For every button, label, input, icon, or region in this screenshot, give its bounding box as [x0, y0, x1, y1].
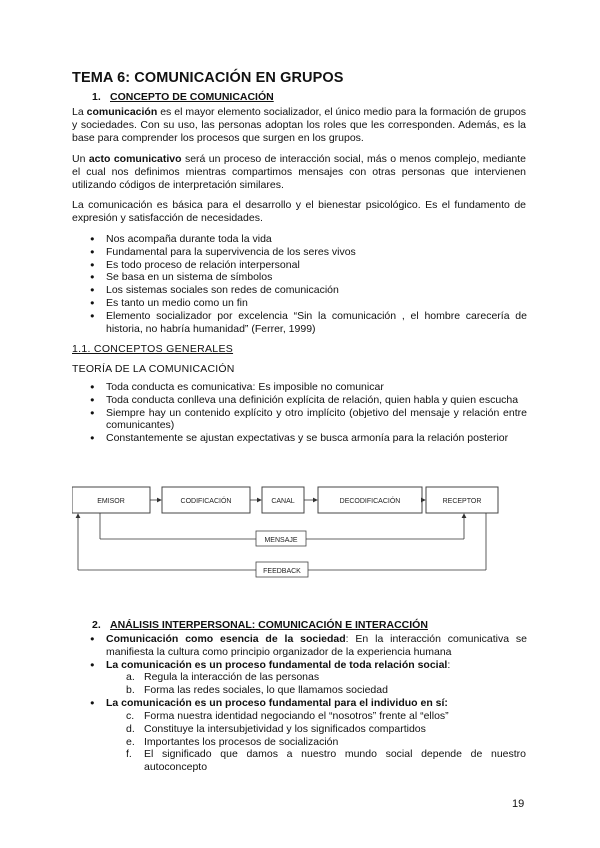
sub-list-item	[126, 671, 526, 684]
list-item: ● Fundamental para la supervivencia de los seres vivos	[90, 246, 527, 259]
list-item: ● Es todo proceso de relación interpersonal	[90, 259, 527, 272]
section-2-number: 2.	[92, 619, 101, 631]
list-item: ● Constantemente se ajustan expectativas y se busca armonía para la relación posterior	[90, 432, 527, 445]
sub-letter: b.	[126, 683, 135, 696]
paragraph-acto-comunicativo	[72, 153, 526, 192]
item3-bold: La comunicación es un proceso fundamental para el individuo en sí:	[106, 697, 448, 709]
para1-post: es el mayor elemento socializador, el único medio para la formación de grupos y sociedades. Con su uso, las personas adoptan los roles que les corresponden. Además, es la base para comprender los procesos que surgen en los grupos.	[72, 106, 526, 144]
label-codificacion: CODIFICACIÓN	[180, 498, 232, 505]
section-2-title: ANÁLISIS INTERPERSONAL: COMUNICACIÓN E INTERACCIÓN	[110, 619, 428, 631]
communication-diagram	[72, 485, 532, 581]
sub-list-item	[126, 748, 526, 774]
section-1-bullet-list	[90, 233, 527, 335]
list-item: ● Se basa en un sistema de símbolos	[90, 271, 527, 284]
sub-text: Constituye la intersubjetividad y los significados compartidos	[144, 722, 426, 735]
list-item: ● Toda conducta es comunicativa: Es imposible no comunicar	[90, 381, 527, 394]
sub-letter: e.	[126, 735, 135, 748]
list-item: ● Es tanto un medio como un fin	[90, 297, 527, 310]
sub-list-item	[126, 736, 526, 749]
paragraph-comunicacion	[72, 106, 526, 145]
list-item: ● Toda conducta conlleva una definición explícita de relación, quien habla y quien escucha	[90, 394, 527, 407]
para1-pre: La	[72, 106, 87, 118]
sub-list-item	[126, 684, 526, 697]
sub-list-item	[126, 710, 526, 723]
sub-letter: f.	[126, 748, 132, 761]
item2-rest: :	[447, 658, 451, 671]
label-feedback: FEEDBACK	[263, 568, 301, 575]
label-mensaje: MENSAJE	[264, 537, 298, 544]
item3-sublist	[126, 710, 526, 774]
sub-letter: d.	[126, 722, 135, 735]
item2-sublist	[126, 671, 526, 697]
section-1-1-bullet-list	[90, 381, 527, 445]
label-receptor: RECEPTOR	[442, 498, 482, 505]
list-item: ● Nos acompaña durante toda la vida	[90, 233, 527, 246]
item2-bold: La comunicación es un proceso fundamental de toda relación social	[106, 658, 448, 671]
section-1-title: CONCEPTO DE COMUNICACIÓN	[110, 91, 274, 103]
list-item: ● Elemento socializador por excelencia “Sin la comunicación , el hombre carecería de historia, no habría humanidad” (Ferrer, 1999)	[90, 310, 527, 336]
para2-bold: acto comunicativo	[88, 153, 182, 165]
list-item	[90, 697, 527, 710]
list-item: ● Siempre hay un contenido explícito y otro implícito (objetivo del mensaje y relación entre comunicantes)	[90, 407, 527, 433]
list-item: ● Los sistemas sociales son redes de comunicación	[90, 284, 527, 297]
section-2-heading	[92, 619, 428, 631]
section-1-heading	[92, 91, 274, 103]
sub-letter: a.	[126, 671, 135, 683]
page-title: TEMA 6: COMUNICACIÓN EN GRUPOS	[72, 70, 344, 86]
label-decodificacion: DECODIFICACIÓN	[339, 498, 401, 505]
section-2-list	[90, 633, 527, 671]
para2-pre: Un	[72, 153, 89, 165]
teoria-subheading: TEORÍA DE LA COMUNICACIÓN	[72, 363, 235, 375]
para2-post: será un proceso de interacción social, más o menos complejo, mediante el cual nos definimos mientras compartimos mensajes con otras personas que intervienen utilizando códigos de interpretación similares.	[72, 153, 527, 191]
item1-rest: : En la interacción comunicativa se manifiesta la cultura como principio organizador de la experiencia humana	[106, 633, 527, 658]
sub-list-item	[126, 723, 526, 736]
sub-text: Forma las redes sociales, lo que llamamos sociedad	[144, 683, 388, 696]
sub-text: Importantes los procesos de socialización	[144, 735, 339, 748]
sub-text: Forma nuestra identidad negociando el “nosotros” frente al “ellos”	[144, 710, 449, 722]
label-canal: CANAL	[271, 498, 295, 505]
sub-text: El significado que damos a nuestro mundo social depende de nuestro autoconcepto	[144, 748, 526, 774]
section-1-number: 1.	[92, 91, 101, 103]
sub-letter: c.	[126, 710, 135, 722]
list-item	[90, 659, 527, 672]
page-number: 19	[512, 798, 525, 810]
section-2-list-b	[90, 697, 527, 710]
item1-bold: Comunicación como esencia de la sociedad	[106, 633, 346, 645]
section-1-1-heading: 1.1. CONCEPTOS GENERALES	[72, 343, 234, 355]
list-item	[90, 633, 527, 659]
label-emisor: EMISOR	[97, 498, 125, 505]
para1-bold: comunicación	[86, 106, 158, 118]
paragraph-bienestar: La comunicación es básica para el desarrollo y el bienestar psicológico. Es el fundamento de expresión y satisfacción de necesidades.	[72, 199, 526, 224]
sub-text: Regula la interacción de las personas	[144, 671, 320, 683]
